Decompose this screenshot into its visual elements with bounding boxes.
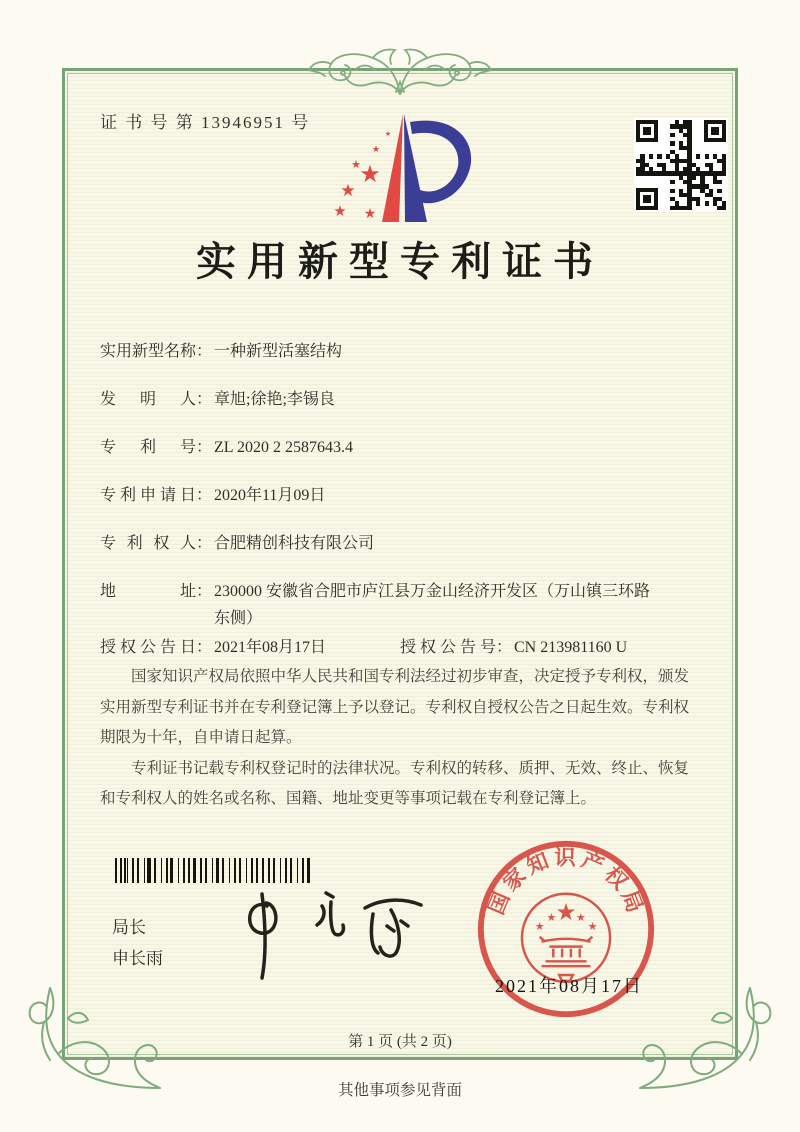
director-signature-icon [225,886,435,984]
grant-date-label: 授权公告日 [100,639,196,656]
legal-paragraph-1: 国家知识产权局依照中华人民共和国专利法经过初步审查，决定授予专利权，颁发实用新型专利证书并在专利登记簿上予以登记。专利权自授权公告之日起生效。专利权期限为十年，自申请日起算。 [100,668,690,746]
field-row-inventor [100,386,662,413]
field-label: 实用新型名称 [100,343,197,360]
svg-text:★: ★ [359,162,381,188]
field-colon: ： [196,343,213,360]
field-label: 专利号 [100,439,196,456]
legal-text [100,662,700,815]
field-value: 合肥精创科技有限公司 [214,535,375,552]
field-row-filing-date [100,482,662,509]
svg-text:★: ★ [363,207,377,222]
svg-text:★: ★ [384,130,392,138]
field-row-name [100,338,662,365]
svg-text:★: ★ [333,204,347,220]
seal-text: 国家知识产权局 [484,845,649,920]
back-side-note: 其他事项参见背面 [337,1082,462,1099]
qr-finder-icon [636,120,658,142]
svg-text:★: ★ [555,900,577,927]
field-label: 专利权人 [100,535,196,552]
field-value: 一种新型活塞结构 [214,343,343,360]
field-colon: ： [196,583,213,600]
field-value: 章旭;徐艳;李锡良 [214,391,335,408]
grant-no-value: CN 213981160 U [514,639,628,656]
svg-text:★: ★ [587,920,598,933]
seal-date: 2021年08月17日 [495,976,643,996]
director-title: 局长 [112,918,146,937]
director-name: 申长雨 [112,949,163,968]
cnipa-logo-icon [330,110,480,230]
svg-text:★: ★ [534,920,545,933]
svg-text:★: ★ [371,144,381,154]
qr-code [634,118,728,212]
national-emblem-icon [522,894,610,982]
field-row-grant [100,634,662,661]
svg-text:★: ★ [351,159,361,171]
field-label: 专利申请日 [100,487,196,504]
grant-date-value: 2021年08月17日 [214,639,327,656]
field-colon: ： [196,439,213,456]
certificate-title: 实用新型专利证书 [196,239,604,284]
field-value: ZL 2020 2 2587643.4 [214,439,353,456]
field-value: 2020年11月09日 [214,487,326,504]
barcode [115,858,311,883]
field-colon: ： [196,487,213,504]
qr-finder-icon [636,188,658,210]
svg-text:★: ★ [340,181,356,200]
field-colon: ： [196,639,213,656]
certificate-number: 证 书 号 第 13946951 号 [100,113,311,132]
field-label: 发明人 [100,391,196,408]
field-row-patent-no [100,434,662,461]
field-label: 地址 [100,583,196,600]
svg-text:★: ★ [575,912,586,925]
field-value: 230000 安徽省合肥市庐江县万金山经济开发区（万山镇三环路东侧） [214,583,651,627]
field-row-address [100,578,662,632]
legal-paragraph-2: 专利证书记载专利权登记时的法律状况。专利权的转移、质押、无效、终止、恢复和专利权人的姓名或名称、国籍、地址变更等事项记载在专利登记簿上。 [100,759,690,807]
qr-finder-icon [704,120,726,142]
svg-text:★: ★ [546,912,557,925]
field-colon: ： [496,639,513,656]
field-colon: ： [196,391,213,408]
certificate-fields [100,338,662,661]
page-number: 第 1 页 (共 2 页) [348,1034,452,1050]
director-block [112,912,163,974]
field-row-patentee [100,530,662,557]
field-colon: ： [196,535,213,552]
grant-no-label: 授权公告号 [400,639,496,656]
